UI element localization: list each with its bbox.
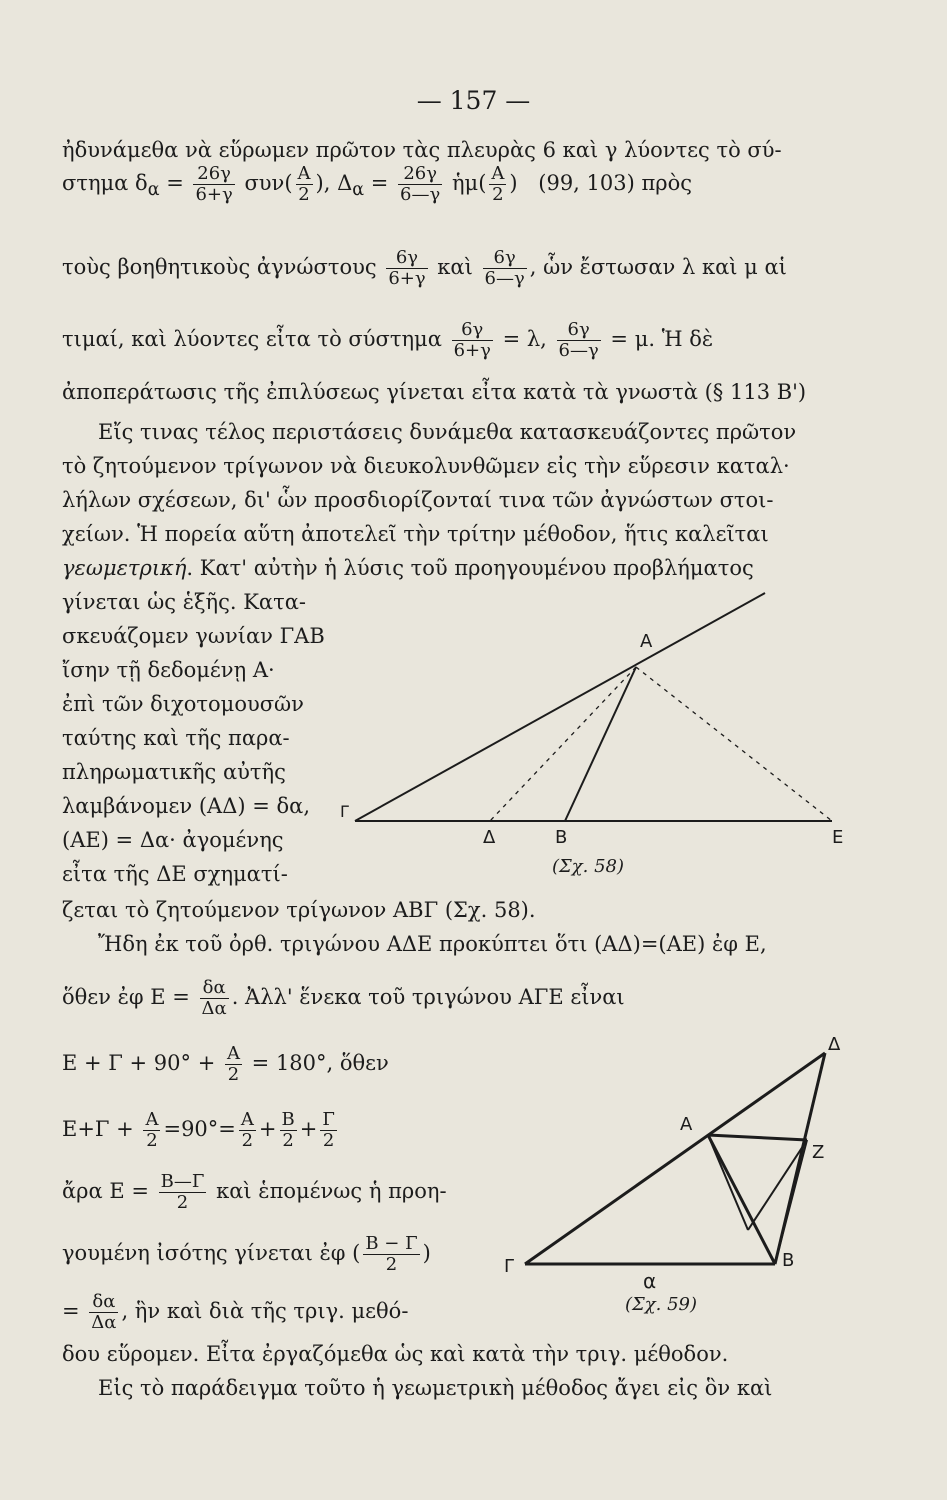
page-number: — 157 — (416, 86, 531, 115)
text-seg: τοὺς βοηθητικοὺς ἀγνώστους (62, 255, 377, 279)
fraction (225, 1044, 242, 1085)
text-seg: = μ. Ἡ δὲ (610, 327, 714, 351)
fraction (452, 320, 493, 361)
figure-59-caption: (Σχ. 59) (625, 1294, 698, 1315)
text-line-14: ἐπὶ τῶν διχοτομουσῶν (62, 692, 304, 716)
numerator: Β (281, 1109, 295, 1130)
formula-line-23 (62, 1044, 389, 1085)
denominator: 2 (492, 184, 504, 205)
denominator: 6+γ (453, 340, 491, 361)
text-seg: στημα δ (62, 171, 148, 195)
fraction (143, 1110, 160, 1151)
text-seg: = (364, 171, 396, 195)
denominator: 2 (146, 1130, 158, 1151)
numerator: 6γ (483, 248, 527, 269)
text-line-12: σκευάζομεν γωνίαν ΓΑΒ (62, 624, 325, 648)
line-ga-extended (355, 593, 765, 821)
fraction (557, 320, 601, 361)
denominator: 6+γ (388, 268, 426, 289)
text-seg: = (159, 171, 191, 195)
text-line-17: λαμβάνομεν (ΑΔ) = δα, (62, 794, 311, 818)
numerator: δα (89, 1292, 118, 1313)
text-line-15: ταύτης καὶ τῆς παρα- (62, 726, 290, 750)
text-line-28: δου εὕρομεν. Εἶτα ἐργαζόμεθα ὡς καὶ κατὰ τὴν τριγ. μέθοδον. (62, 1342, 729, 1366)
text-seg: + (258, 1117, 277, 1141)
text-seg: τιμαί, καὶ λύοντες εἶτα τὸ σύστημα (62, 327, 442, 351)
fraction (159, 1172, 207, 1213)
text-line-6: Εἴς τινας τέλος περιστάσεις δυνάμεθα κατασκευάζοντες πρῶτον (98, 420, 797, 444)
numerator: 26γ (398, 164, 442, 185)
text-seg: γουμένη ἰσότης γίνεται ἐφ (62, 1241, 346, 1265)
formula-line-27 (62, 1292, 408, 1333)
fraction (489, 164, 506, 205)
text-seg: = (62, 1299, 80, 1323)
label-a: Α (640, 631, 653, 652)
text-line-19: εἶτα τῆς ΔΕ σχηματί- (62, 862, 288, 886)
numerator: Α (297, 163, 311, 184)
text-line-29: Εἰς τὸ παράδειγμα τοῦτο ἡ γεωμετρικὴ μέθοδος ἄγει εἰς ὃν καὶ (98, 1376, 773, 1400)
label-d: Δ (828, 1034, 841, 1055)
fraction (386, 248, 427, 289)
numerator: Α (226, 1043, 240, 1064)
numerator: Α (491, 163, 505, 184)
denominator: 2 (176, 1192, 189, 1213)
numerator: 6γ (452, 320, 493, 341)
numerator: Α (240, 1109, 254, 1130)
text-seg: = 180°, ὅθεν (251, 1051, 389, 1075)
numerator: Γ (322, 1109, 335, 1130)
label-b: Β (782, 1250, 795, 1271)
text-line-16: πληρωματικῆς αὐτῆς (62, 760, 286, 784)
formula-line-4 (62, 320, 713, 361)
denominator: 2 (227, 1064, 240, 1085)
text-seg: + (299, 1117, 318, 1141)
text-seg: (99, 103) πρὸς (538, 171, 693, 195)
line-gd (525, 1053, 825, 1264)
text-seg: Ε + Γ + 90° + (62, 1051, 216, 1075)
text-line-1: ἠδυνάμεθα νὰ εὕρωμεν πρῶτον τὰς πλευρὰς 6 καὶ γ λύοντες τὸ σύ- (62, 138, 782, 162)
sub-seg: α (147, 180, 160, 201)
numerator: Α (145, 1109, 159, 1130)
text-line-9: χείων. Ἡ πορεία αὕτη ἀποτελεῖ τὴν τρίτην μέθοδον, ἥτις καλεῖται (62, 522, 769, 546)
fraction (296, 164, 313, 205)
line-ab (565, 667, 636, 821)
fraction (398, 164, 442, 205)
line-inner-z (748, 1140, 807, 1230)
text-seg: ἄρα Ε = (62, 1179, 149, 1203)
formula-line-24 (62, 1110, 340, 1151)
denominator: 6—γ (484, 268, 525, 289)
fraction (363, 1234, 419, 1275)
fraction (320, 1110, 337, 1151)
text-line-13: ἴσην τῇ δεδομένῃ Α· (62, 658, 275, 682)
label-b: Β (555, 827, 568, 848)
denominator: 6—γ (558, 340, 599, 361)
fraction (239, 1110, 256, 1151)
numerator: Β—Γ (160, 1171, 205, 1192)
numerator: Β − Γ (365, 1233, 418, 1254)
text-line-7: τὸ ζητούμενον τρίγωνον νὰ διευκολυνθῶμεν εἰς τὴν εὕρεσιν καταλ· (62, 454, 790, 478)
text-line-18: (ΑΕ) = Δα· ἀγομένης (62, 828, 284, 852)
label-g: Γ (504, 1256, 515, 1277)
text-seg: . Ἀλλ' ἕνεκα τοῦ τριγώνου ΑΓΕ εἶναι (231, 985, 625, 1009)
text-seg: καὶ (437, 255, 473, 279)
figure-59 (500, 1030, 860, 1300)
line-az (708, 1135, 807, 1140)
text-line-5: ἀποπεράτωσις τῆς ἐπιλύσεως γίνεται εἶτα κατὰ τὰ γνωστὰ (§ 113 Β') (62, 380, 807, 404)
line-zb (775, 1140, 807, 1264)
line-a-inner (708, 1135, 748, 1230)
label-a: Α (680, 1114, 693, 1135)
formula-line-3 (62, 248, 787, 289)
sub-seg: α (352, 180, 365, 201)
formula-line-26: γουμένη ἰσότης γίνεται ἐφ ( $\frac{B - \Gamma}{2}$ ) (62, 1233, 431, 1275)
numerator: 26γ (193, 164, 234, 185)
text-seg: συν (244, 171, 285, 195)
text-line-21: Ἤδη ἐκ τοῦ ὀρθ. τριγώνου ΑΔΕ προκύπτει ὅτι (ΑΔ)=(ΑΕ) ἐφ Ε, (98, 932, 767, 956)
label-alpha: α (643, 1269, 657, 1293)
numerator: 6γ (386, 248, 427, 269)
denominator: 2 (241, 1130, 254, 1151)
label-g: Γ (340, 802, 349, 821)
line-ab (708, 1135, 775, 1264)
denominator: 2 (282, 1130, 294, 1151)
text-seg: =90°= (163, 1117, 236, 1141)
text-line-11: γίνεται ὡς ἑξῆς. Κατα- (62, 590, 306, 614)
denominator: 2 (298, 184, 310, 205)
text-seg: Ε+Γ + (62, 1117, 134, 1141)
denominator: Δα (91, 1312, 117, 1333)
label-d: Δ (483, 827, 496, 848)
fraction (280, 1110, 297, 1151)
text-seg: , ὧν ἔστωσαν λ καὶ μ αἱ (529, 255, 787, 279)
text-seg: , ἣν καὶ διὰ τῆς τριγ. μεθό- (121, 1299, 409, 1323)
text-seg: = λ, (502, 327, 547, 351)
text-seg: καὶ ἑπομένως ἡ προη- (216, 1179, 447, 1203)
text-seg: , Δ (323, 171, 353, 195)
label-e: Ε (832, 827, 844, 848)
line-ae-bisector (636, 667, 832, 821)
denominator: 2 (322, 1130, 335, 1151)
fraction (200, 978, 229, 1019)
text-line-8: λήλων σχέσεων, δι' ὧν προσδιορίζονταί τινα τῶν ἀγνώστων στοι- (62, 488, 774, 512)
figure-58-caption: (Σχ. 58) (552, 856, 625, 877)
text-line-10 (62, 554, 754, 582)
label-z: Ζ (812, 1142, 825, 1163)
denominator: 6+γ (195, 184, 233, 205)
fraction (193, 164, 234, 205)
text-seg: ἡμ (451, 171, 479, 195)
text-seg: . Κατ' αὐτὴν ἡ λύσις τοῦ προηγουμένου προβλήματος (186, 556, 754, 580)
fraction (89, 1292, 118, 1333)
numerator: δα (200, 978, 229, 999)
denominator: 6—γ (400, 184, 441, 205)
figure-58 (340, 585, 860, 855)
formula-line-25 (62, 1172, 447, 1213)
numerator: 6γ (557, 320, 601, 341)
text-seg: ὅθεν ἐφ Ε = (62, 985, 190, 1009)
formula-line-2: στημα $\delta_\alpha$ = $\frac{26\gamma}{6+\gamma}$ συν( $\frac{A}{2}$ ), $\Delta_\alpha$ = $\frac{26\gamma}{6—\gamma}$ ἡμ( $\frac{A}{2}$ ) (99, 103) πρὸς (62, 163, 693, 205)
line-ad-bisector (490, 667, 636, 821)
denominator: Δα (201, 998, 227, 1019)
fraction (483, 248, 527, 289)
formula-line-22 (62, 978, 625, 1019)
text-line-20: ζεται τὸ ζητούμενον τρίγωνον ΑΒΓ (Σχ. 58). (62, 898, 536, 922)
denominator: 2 (385, 1254, 398, 1275)
italic-term: γεωμετρική (62, 556, 187, 580)
